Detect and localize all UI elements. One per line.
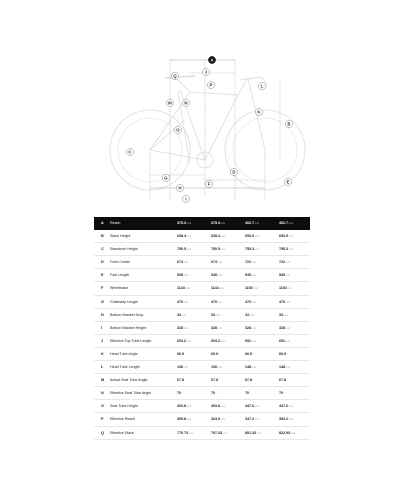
value-unit: mm (217, 325, 223, 330)
size-1-value (177, 217, 191, 229)
row-letter: H (101, 312, 104, 317)
row-letter: L (101, 365, 104, 370)
marker-l[interactable] (258, 82, 265, 89)
value-unit: ° (184, 351, 186, 356)
size-1-value (177, 230, 191, 242)
size-1-value (177, 256, 188, 268)
row-label: Stack Height (110, 234, 131, 239)
size-1-value (177, 374, 186, 386)
geometry-row-a[interactable] (94, 217, 310, 230)
marker-letter: B (287, 121, 291, 127)
size-4-value (279, 309, 288, 321)
value-number: 67.8 (279, 378, 286, 383)
geometry-row-p[interactable] (94, 413, 310, 426)
value-unit: mm (220, 417, 226, 422)
value-number: 1144 (211, 286, 219, 291)
marker-j[interactable] (202, 68, 209, 75)
size-1-value (177, 335, 191, 347)
size-3-value (245, 387, 251, 399)
value-unit: mm (254, 234, 260, 239)
value-number: 755.3 (245, 247, 254, 252)
size-3-value (245, 322, 256, 334)
value-number: 402.7 (279, 221, 288, 225)
value-unit: mm (217, 299, 223, 304)
saddle-shape (165, 73, 195, 79)
value-number: 130 (211, 365, 217, 370)
size-2-value (211, 269, 222, 281)
size-4-value (279, 217, 293, 229)
value-number: 470 (211, 299, 217, 304)
size-3-value (245, 374, 254, 386)
marker-f[interactable] (205, 180, 212, 187)
geometry-row-g[interactable] (94, 296, 310, 309)
value-unit: mm (186, 247, 192, 252)
value-unit: mm (251, 338, 257, 343)
row-label: Reach (110, 221, 121, 225)
value-unit: mm (186, 404, 192, 409)
size-4-value (279, 361, 290, 373)
size-2-value (211, 217, 225, 229)
size-4-value (279, 322, 290, 334)
value-number: 328 (211, 325, 217, 330)
value-unit: mm (251, 365, 257, 370)
row-label: Fork Length (110, 273, 130, 278)
geometry-row-m[interactable] (94, 374, 310, 387)
value-number: 651 (279, 338, 285, 343)
value-number: 822.93 (279, 430, 290, 435)
size-3-value (245, 243, 259, 255)
size-2-value (211, 230, 225, 242)
value-number: 33 (245, 312, 249, 317)
row-letter: F (101, 286, 104, 291)
marker-letter: Q (173, 73, 177, 79)
geometry-row-c[interactable] (94, 243, 310, 256)
row-letter: B (101, 234, 104, 239)
bike-geometry-diagram (0, 0, 400, 215)
value-number: 328 (177, 325, 183, 330)
value-number: 674 (211, 260, 217, 265)
size-2-value (211, 413, 225, 425)
size-3-value (245, 296, 256, 308)
row-letter: I (101, 325, 103, 330)
marker-c[interactable] (126, 148, 133, 155)
marker-letter: M (168, 100, 172, 106)
value-number: 653.9 (279, 234, 288, 239)
marker-letter: N (184, 100, 188, 106)
marker-d[interactable] (230, 168, 237, 175)
bike-outline (110, 73, 305, 190)
size-3-value (245, 427, 261, 439)
value-unit: mm (288, 247, 294, 252)
value-unit: ° (286, 378, 288, 383)
row-label: Effective Reach (110, 417, 136, 422)
row-letter: K (101, 351, 104, 356)
value-number: 33 (279, 312, 283, 317)
row-label: Effective Stack (110, 430, 134, 435)
value-number: 603.2 (177, 338, 186, 343)
row-label: Bottom Bracket Drop (110, 312, 144, 317)
row-label: Actual Seat Tube Angle (110, 378, 148, 383)
row-letter: O (101, 404, 104, 409)
row-letter: Q (101, 430, 104, 435)
geometry-row-d[interactable] (94, 256, 310, 269)
size-2-value (211, 361, 222, 373)
size-2-value (211, 400, 225, 412)
value-unit: mm (220, 338, 226, 343)
row-label: Standover Height (110, 247, 138, 252)
value-number: 651 (245, 338, 251, 343)
marker-i[interactable] (182, 195, 189, 202)
value-unit: mm (186, 221, 192, 225)
size-2-value (211, 243, 225, 255)
row-label: Seat Tube Height (110, 404, 138, 409)
size-2-value (211, 387, 217, 399)
geometry-row-i[interactable] (94, 322, 310, 335)
value-number: 375.3 (177, 221, 186, 225)
geometry-row-e[interactable] (94, 269, 310, 282)
value-unit: mm (287, 286, 293, 291)
size-1-value (177, 361, 188, 373)
value-unit: mm (254, 417, 260, 422)
value-number: 33 (177, 312, 181, 317)
value-number: 328 (279, 325, 285, 330)
value-number: 347.2 (245, 417, 254, 422)
value-unit: mm (183, 325, 189, 330)
row-label: Bottom Bracket Height (110, 325, 146, 330)
value-number: 722 (279, 260, 285, 265)
value-unit: mm (186, 234, 192, 239)
row-label: Head Tube Length (110, 365, 140, 370)
value-unit: mm (185, 286, 191, 291)
marker-letter: F (207, 181, 211, 187)
value-unit: ° (249, 391, 251, 396)
row-letter: D (101, 260, 104, 265)
size-1-value (177, 282, 190, 294)
size-4-value (279, 230, 293, 242)
value-unit: ° (218, 378, 220, 383)
value-number: 33 (211, 312, 215, 317)
row-letter: P (101, 417, 104, 422)
row-label: Effective Seat Tube Angle (110, 391, 152, 396)
size-3-value (245, 282, 258, 294)
size-3-value (245, 335, 256, 347)
value-number: 67.8 (211, 378, 218, 383)
size-2-value (211, 348, 220, 360)
marker-m[interactable] (166, 99, 173, 106)
row-letter: N (101, 391, 104, 396)
value-number: 470 (245, 299, 251, 304)
value-unit: mm (183, 273, 189, 278)
size-1-value (177, 243, 191, 255)
row-label: Effective Top Tube Length (110, 338, 152, 343)
value-unit: ° (215, 391, 217, 396)
marker-k[interactable] (255, 108, 262, 115)
value-unit: mm (251, 325, 257, 330)
row-letter: J (101, 338, 104, 343)
value-number: 776.73 (177, 430, 188, 435)
size-1-value (177, 413, 191, 425)
value-unit: mm (253, 286, 259, 291)
value-unit: mm (254, 247, 260, 252)
value-number: 797.33 (211, 430, 222, 435)
value-number: 67.8 (177, 378, 184, 383)
size-1-value (177, 269, 188, 281)
value-number: 130 (177, 365, 183, 370)
value-number: 66.9 (279, 351, 286, 356)
value-number: 148 (245, 365, 251, 370)
value-unit: mm (217, 273, 223, 278)
dimension-markers (126, 56, 292, 202)
size-4-value (279, 269, 290, 281)
marker-a[interactable] (208, 56, 215, 63)
value-number: 545 (177, 273, 183, 278)
marker-letter: C (128, 149, 132, 155)
value-number: 66.9 (177, 351, 184, 356)
value-unit: mm (249, 312, 255, 317)
row-label: Front Center (110, 260, 131, 265)
marker-g[interactable] (162, 174, 169, 181)
size-4-value (279, 335, 290, 347)
size-3-value (245, 400, 259, 412)
row-label: Chainstay Length (110, 299, 138, 304)
size-2-value (211, 296, 222, 308)
marker-e[interactable] (284, 178, 291, 185)
value-number: 324.9 (211, 417, 220, 422)
value-unit: mm (285, 299, 291, 304)
value-number: 1192 (245, 286, 253, 291)
geometry-row-f[interactable] (94, 282, 310, 295)
value-number: 70 (211, 391, 215, 396)
value-unit: mm (288, 404, 294, 409)
size-2-value (211, 309, 220, 321)
value-unit: mm (285, 325, 291, 330)
value-number: 66.9 (211, 351, 218, 356)
value-unit: mm (256, 430, 262, 435)
value-number: 545 (211, 273, 217, 278)
marker-letter: L (260, 83, 264, 89)
value-number: 470 (177, 299, 183, 304)
value-number: 801.33 (245, 430, 256, 435)
value-number: 70 (245, 391, 249, 396)
size-1-value (177, 348, 186, 360)
geometry-row-b[interactable] (94, 230, 310, 243)
value-unit: mm (220, 221, 226, 225)
value-unit: mm (285, 260, 291, 265)
geometry-table (94, 217, 310, 440)
size-4-value (279, 427, 295, 439)
marker-letter: H (178, 185, 182, 191)
value-number: 470 (279, 299, 285, 304)
marker-letter: K (257, 109, 261, 115)
row-letter: M (101, 378, 105, 383)
size-1-value (177, 322, 188, 334)
size-4-value (279, 374, 288, 386)
value-unit: ° (252, 351, 254, 356)
marker-letter: E (286, 179, 290, 185)
size-3-value (245, 230, 259, 242)
value-unit: mm (220, 247, 226, 252)
value-number: 750.5 (211, 247, 220, 252)
marker-letter: J (204, 69, 208, 75)
value-number: 603.2 (211, 338, 220, 343)
value-unit: mm (254, 404, 260, 409)
value-unit: mm (217, 365, 223, 370)
value-number: 67.8 (245, 378, 252, 383)
value-unit: mm (181, 312, 187, 317)
size-4-value (279, 348, 288, 360)
size-2-value (211, 282, 224, 294)
size-1-value (177, 427, 193, 439)
value-unit: mm (183, 299, 189, 304)
size-2-value (211, 256, 222, 268)
value-unit: mm (283, 312, 289, 317)
size-3-value (245, 217, 259, 229)
value-number: 447.6 (245, 404, 254, 409)
size-4-value (279, 296, 290, 308)
marker-h[interactable] (176, 184, 183, 191)
value-unit: mm (285, 273, 291, 278)
value-number: 638.4 (177, 234, 186, 239)
size-3-value (245, 413, 259, 425)
value-unit: mm (222, 430, 228, 435)
size-2-value (211, 427, 227, 439)
size-3-value (245, 361, 256, 373)
value-number: 148 (279, 365, 285, 370)
size-2-value (211, 374, 220, 386)
size-1-value (177, 309, 186, 321)
value-number: 70 (177, 391, 181, 396)
row-letter: C (101, 247, 104, 252)
value-number: 755.3 (279, 247, 288, 252)
geometry-row-n[interactable] (94, 387, 310, 400)
value-unit: mm (215, 312, 221, 317)
size-4-value (279, 413, 293, 425)
frame-shape (150, 78, 265, 160)
size-4-value (279, 243, 293, 255)
value-unit: mm (186, 338, 192, 343)
value-number: 1192 (279, 286, 287, 291)
row-letter: A (101, 221, 104, 225)
value-unit: mm (290, 430, 296, 435)
value-number: 447.6 (279, 404, 288, 409)
value-unit: mm (254, 221, 260, 225)
value-unit: mm (285, 365, 291, 370)
value-unit: ° (252, 378, 254, 383)
value-number: 403.8 (177, 404, 186, 409)
marker-q[interactable] (171, 72, 178, 79)
row-letter: E (101, 273, 104, 278)
value-unit: ° (218, 351, 220, 356)
value-number: 722 (245, 260, 251, 265)
value-unit: mm (183, 260, 189, 265)
value-unit: mm (188, 430, 194, 435)
geometry-row-l[interactable] (94, 361, 310, 374)
marker-o[interactable] (174, 126, 181, 133)
value-number: 638.4 (211, 234, 220, 239)
value-number: 750.5 (177, 247, 186, 252)
value-unit: mm (183, 365, 189, 370)
value-unit: mm (219, 286, 225, 291)
geometry-row-k[interactable] (94, 348, 310, 361)
value-number: 70 (279, 391, 283, 396)
value-unit: mm (251, 260, 257, 265)
value-unit: mm (251, 299, 257, 304)
marker-letter: A (210, 57, 214, 63)
size-1-value (177, 400, 191, 412)
size-2-value (211, 335, 225, 347)
size-4-value (279, 256, 290, 268)
value-unit: mm (288, 221, 294, 225)
value-unit: ° (283, 391, 285, 396)
size-1-value (177, 387, 183, 399)
value-unit: ° (286, 351, 288, 356)
value-number: 545 (279, 273, 285, 278)
marker-letter: O (176, 127, 180, 133)
value-unit: ° (181, 391, 183, 396)
value-number: 328 (245, 325, 251, 330)
size-3-value (245, 309, 254, 321)
marker-n[interactable] (182, 99, 189, 106)
value-unit: mm (220, 234, 226, 239)
value-number: 402.7 (245, 221, 254, 225)
value-number: 545 (245, 273, 251, 278)
value-unit: mm (217, 260, 223, 265)
geometry-row-o[interactable] (94, 400, 310, 413)
geometry-row-q[interactable] (94, 427, 310, 440)
size-4-value (279, 282, 292, 294)
value-number: 353.2 (279, 417, 288, 422)
value-unit: mm (186, 417, 192, 422)
row-label: Head Tube Angle (110, 351, 138, 356)
marker-letter: I (185, 196, 187, 202)
value-number: 66.9 (245, 351, 252, 356)
value-unit: mm (251, 273, 257, 278)
value-unit: ° (184, 378, 186, 383)
size-3-value (245, 256, 256, 268)
marker-p[interactable] (207, 81, 214, 88)
value-unit: mm (220, 404, 226, 409)
value-number: 1144 (177, 286, 185, 291)
row-label: Wheelbase (110, 286, 128, 291)
value-number: 653.9 (245, 234, 254, 239)
value-number: 674 (177, 260, 183, 265)
row-letter: G (101, 299, 104, 304)
value-number: 403.8 (211, 404, 220, 409)
marker-b[interactable] (285, 120, 292, 127)
size-3-value (245, 269, 256, 281)
value-number: 375.3 (211, 221, 220, 225)
geometry-row-j[interactable] (94, 335, 310, 348)
value-number: 309.8 (177, 417, 186, 422)
size-4-value (279, 400, 293, 412)
value-unit: mm (288, 417, 294, 422)
geometry-row-h[interactable] (94, 309, 310, 322)
value-unit: mm (288, 234, 294, 239)
size-4-value (279, 387, 285, 399)
marker-letter: G (164, 175, 168, 181)
marker-letter: P (209, 82, 213, 88)
marker-letter: D (232, 169, 236, 175)
size-2-value (211, 322, 222, 334)
value-unit: mm (285, 338, 291, 343)
size-3-value (245, 348, 254, 360)
size-1-value (177, 296, 188, 308)
